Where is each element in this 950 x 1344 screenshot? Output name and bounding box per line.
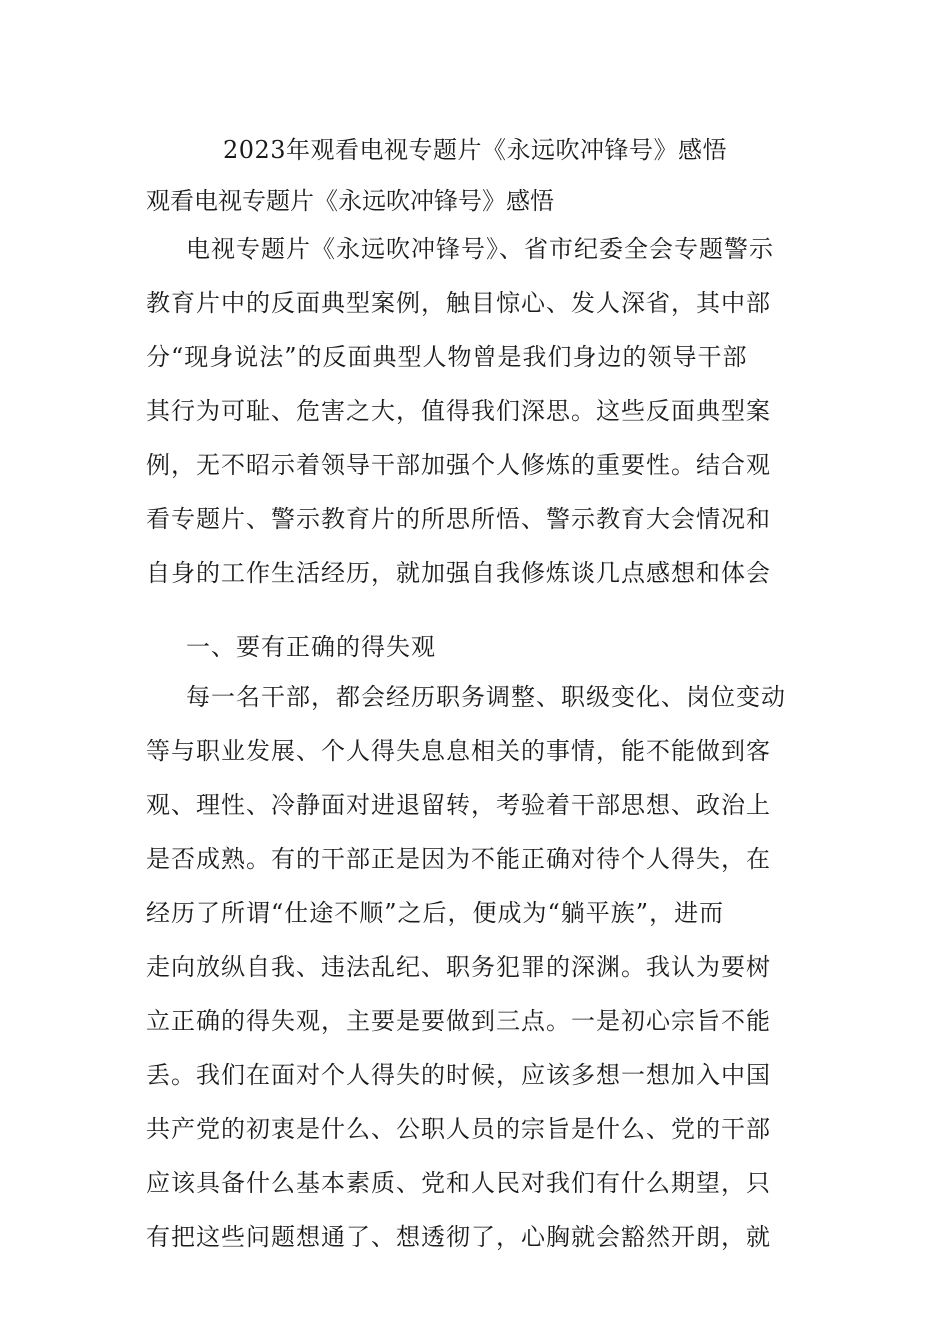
paragraph-line: 教育片中的反面典型案例，触目惊心、发人深省，其中部 [146, 289, 771, 317]
paragraph-line: 应该具备什么基本素质、党和人民对我们有什么期望，只 [146, 1169, 771, 1197]
paragraph-line: 有把这些问题想通了、想透彻了，心胸就会豁然开朗，就 [146, 1223, 771, 1251]
paragraph-line: 看专题片、警示教育片的所思所悟、警示教育大会情况和 [146, 505, 771, 533]
paragraph-line: 每一名干部，都会经历职务调整、职级变化、岗位变动 [186, 683, 786, 711]
paragraph-line: 例，无不昭示着领导干部加强个人修炼的重要性。结合观 [146, 451, 771, 479]
paragraph-line: 立正确的得失观，主要是要做到三点。一是初心宗旨不能 [146, 1007, 771, 1035]
paragraph-line: 经历了所谓“仕途不顺”之后，便成为“躺平族”，进而 [146, 899, 725, 927]
paragraph-line: 共产党的初衷是什么、公职人员的宗旨是什么、党的干部 [146, 1115, 771, 1143]
paragraph-line: 丢。我们在面对个人得失的时候，应该多想一想加入中国 [146, 1061, 771, 1089]
paragraph-line: 观、理性、冷静面对进退留转，考验着干部思想、政治上 [146, 791, 771, 819]
paragraph-line: 电视专题片《永远吹冲锋号》、省市纪委全会专题警示 [186, 235, 774, 263]
paragraph-line: 分“现身说法”的反面典型人物曾是我们身边的领导干部 [146, 343, 748, 371]
section-heading [146, 620, 808, 674]
paragraph-line: 自身的工作生活经历，就加强自我修炼谈几点感想和体会 [146, 559, 771, 587]
document-subtitle: 观看电视专题片《永远吹冲锋号》感悟 [146, 187, 554, 215]
paragraph-line: 其行为可耻、危害之大，值得我们深思。这些反面典型案 [146, 397, 771, 425]
section-heading-text: 一、要有正确的得失观 [186, 633, 436, 661]
paragraph-line: 走向放纵自我、违法乱纪、职务犯罪的深渊。我认为要树 [146, 953, 771, 981]
document-title: 2023年观看电视专题片《永远吹冲锋号》感悟 [222, 136, 728, 164]
paragraph-intro [146, 222, 808, 600]
paragraph-section-1 [146, 670, 808, 1264]
paragraph-line: 等与职业发展、个人得失息息相关的事情，能不能做到客 [146, 737, 771, 765]
paragraph-line: 是否成熟。有的干部正是因为不能正确对待个人得失，在 [146, 845, 771, 873]
